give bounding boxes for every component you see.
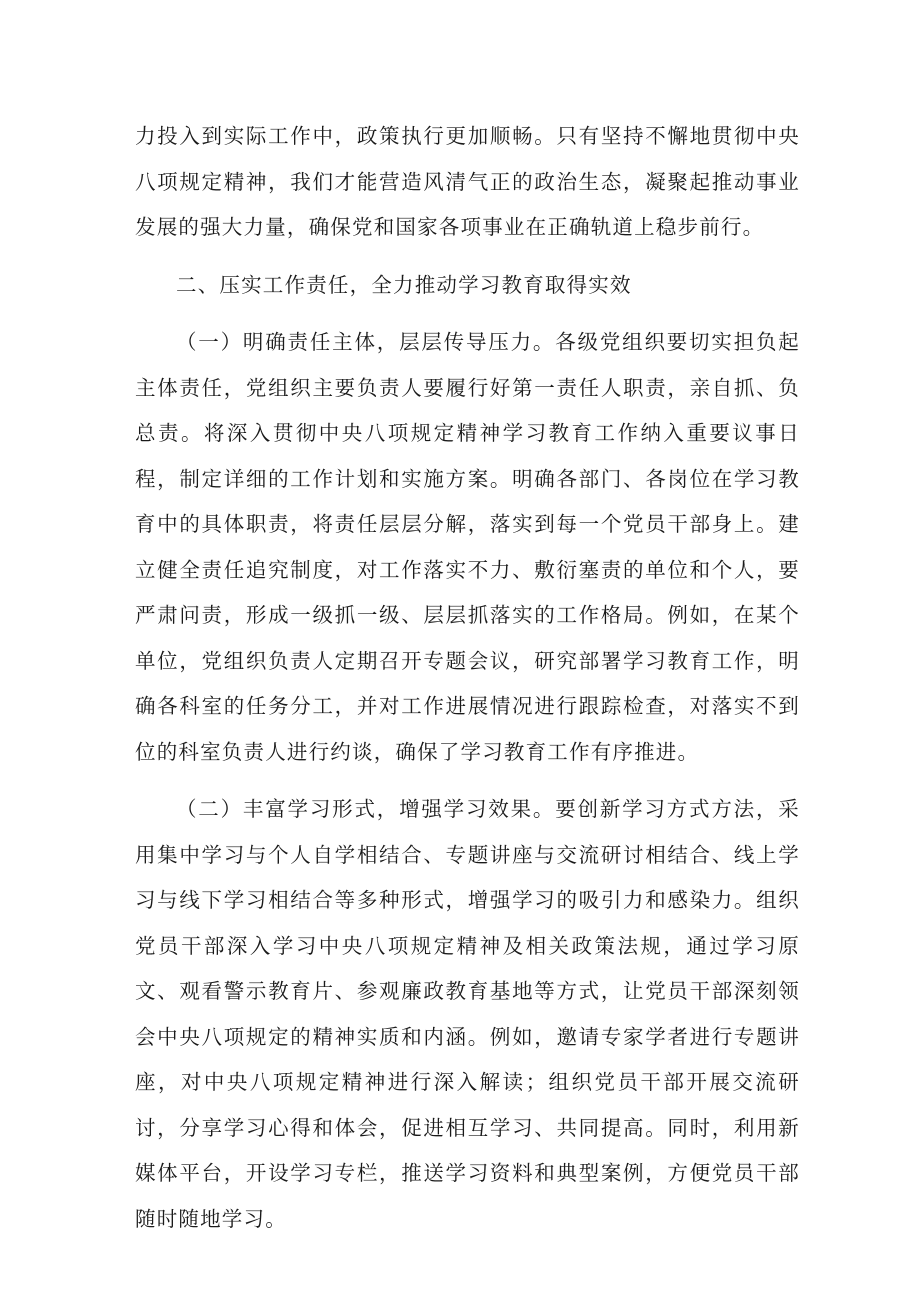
paragraph-continuation: 力投入到实际工作中，政策执行更加顺畅。只有坚持不懈地贯彻中央八项规定精神，我们才能营造风清气正的政治生态，凝聚起推动事业发展的强大力量，确保党和国家各项事业在正确轨道上稳步前行。 [135, 124, 800, 239]
section-heading: 二、压实工作责任，全力推动学习教育取得实效 [176, 272, 632, 297]
document-body [135, 114, 800, 1242]
paragraph-learning-forms: （二）丰富学习形式，增强学习效果。要创新学习方式方法，采用集中学习与个人自学相结合、专题讲座与交流研讨相结合、线上学习与线下学习相结合等多种形式，增强学习的吸引力和感染力。组织党员干部深入学习中央八项规定精神及相关政策法规，通过学习原文、观看警示教育片、参观廉政教育基地等方式，让党员干部深刻领会中央八项规定的精神实质和内涵。例如，邀请专家学者进行专题讲座，对中央八项规定精神进行深入解读；组织党员干部开展交流研讨，分享学习心得和体会，促进相互学习、共同提高。同时，利用新媒体平台，开设学习专栏，推送学习资料和典型案例，方便党员干部随时随地学习。 [135, 797, 800, 1231]
paragraph-responsibility: （一）明确责任主体，层层传导压力。各级党组织要切实担负起主体责任，党组织主要负责人要履行好第一责任人职责，亲自抓、负总责。将深入贯彻中央八项规定精神学习教育工作纳入重要议事日程，制定详细的工作计划和实施方案。明确各部门、各岗位在学习教育中的具体职责，将责任层层分解，落实到每一个党员干部身上。建立健全责任追究制度，对工作落实不力、敷衍塞责的单位和个人，要严肃问责，形成一级抓一级、层层抓落实的工作格局。例如，在某个单位，党组织负责人定期召开专题会议，研究部署学习教育工作，明确各科室的任务分工，并对工作进展情况进行跟踪检查，对落实不到位的科室负责人进行约谈，确保了学习教育工作有序推进。 [135, 330, 800, 764]
